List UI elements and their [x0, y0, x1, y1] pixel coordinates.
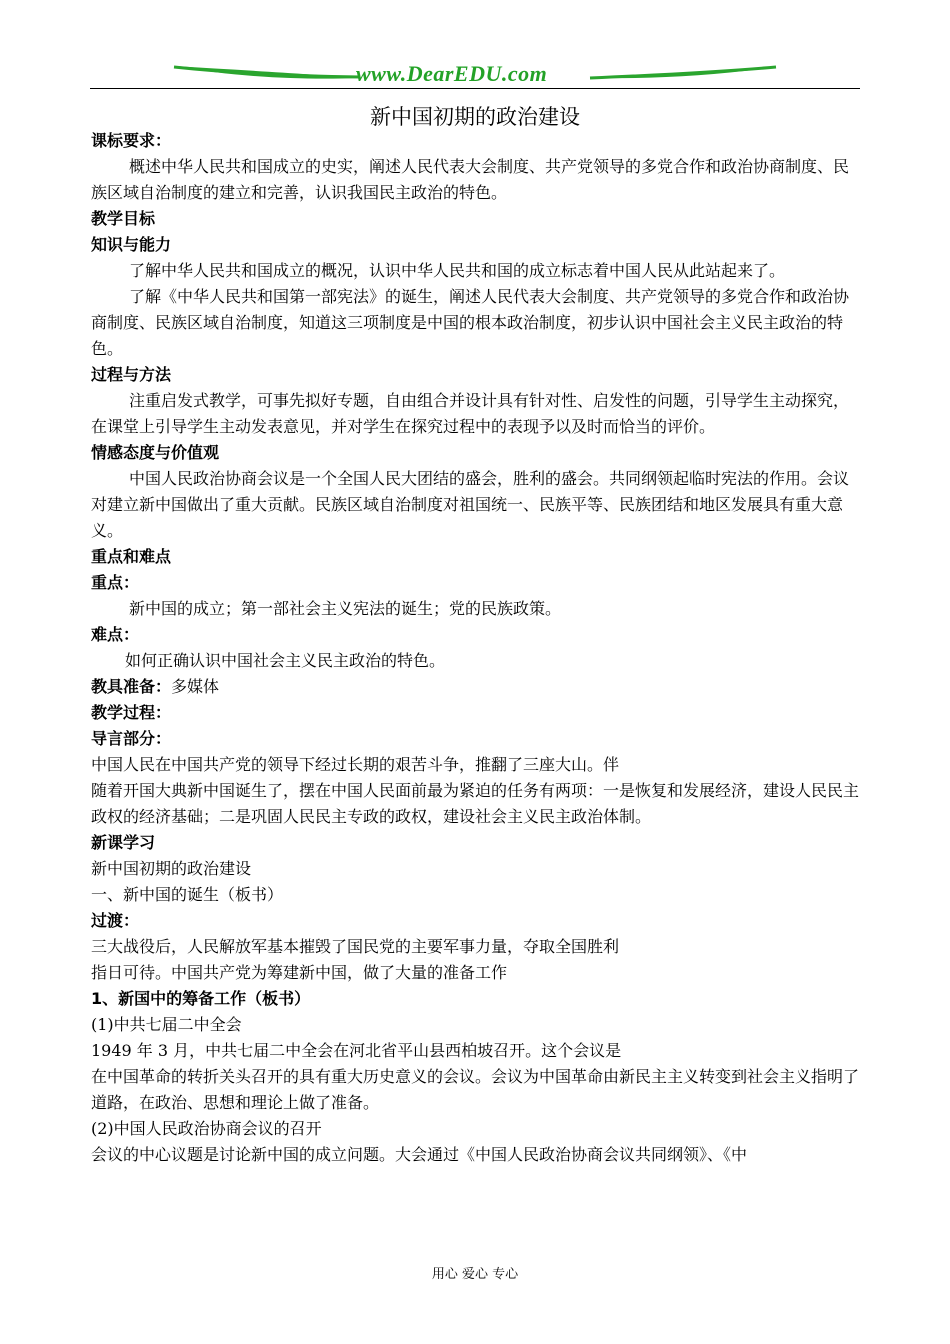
heading-intro: 导言部分：	[91, 729, 172, 748]
document-body	[91, 128, 861, 1168]
paragraph: (1)中共七届二中全会	[91, 1015, 242, 1034]
paragraph: 了解中华人民共和国成立的概况，认识中华人民共和国的成立标志着中国人民从此站起来了。	[129, 261, 786, 280]
heading-objectives: 教学目标	[91, 209, 156, 228]
page-footer: 用心 爱心 专心	[431, 1267, 519, 1282]
heading-difficulty: 难点：	[91, 625, 140, 644]
paragraph: 三大战役后，人民解放军基本摧毁了国民党的主要军事力量，夺取全国胜利	[91, 937, 620, 956]
heading-curriculum: 课标要求：	[91, 131, 172, 150]
aids-value: 多媒体	[171, 677, 220, 696]
paragraph: 在中国革命的转折关头召开的具有重大历史意义的会议。会议为中国革命由新民主主义转变到社会主义指明了道路，在政治、思想和理论上做了准备。	[91, 1067, 860, 1112]
page-title: 新中国初期的政治建设	[370, 105, 580, 129]
teaching-aids-line	[91, 674, 861, 700]
heading-focus: 重点：	[91, 573, 140, 592]
paragraph: 中国人民在中国共产党的领导下经过长期的艰苦斗争，推翻了三座大山。伴	[91, 755, 620, 774]
paragraph: 注重启发式教学，可事先拟好专题，自由组合并设计具有针对性、启发性的问题，引导学生主动探究，在课堂上引导学生主动发表意见，并对学生在探究过程中的表现予以及时而恰当的评价。	[91, 391, 850, 436]
paragraph: 新中国初期的政治建设	[91, 859, 252, 878]
heading-teaching-process: 教学过程：	[91, 703, 172, 722]
paragraph: (2)中国人民政治协商会议的召开	[91, 1119, 322, 1138]
heading-attitude: 情感态度与价值观	[91, 443, 220, 462]
paragraph: 了解《中华人民共和国第一部宪法》的诞生，阐述人民代表大会制度、共产党领导的多党合作和政治协商制度、民族区域自治制度，知道这三项制度是中国的根本政治制度，初步认识中国社会主义民主政治的特色。	[91, 287, 850, 358]
heading-key-points: 重点和难点	[91, 547, 172, 566]
heading-transition: 过渡：	[91, 911, 140, 930]
paragraph: 一、新中国的诞生（板书）	[91, 885, 284, 904]
paragraph: 会议的中心议题是讨论新中国的成立问题。大会通过《中国人民政治协商会议共同纲领》、《中	[91, 1145, 748, 1164]
heading-preparation: 1、新国中的筹备工作（板书）	[91, 989, 311, 1008]
heading-process: 过程与方法	[91, 365, 172, 384]
paragraph: 指日可待。中国共产党为筹建新中国，做了大量的准备工作	[91, 963, 508, 982]
paragraph: 新中国的成立；第一部社会主义宪法的诞生；党的民族政策。	[129, 599, 562, 618]
paragraph: 1949 年 3 月，中共七届二中全会在河北省平山县西柏坡召开。这个会议是	[91, 1041, 622, 1060]
header-divider	[90, 88, 860, 89]
paragraph: 中国人民政治协商会议是一个全国人民大团结的盛会，胜利的盛会。共同纲领起临时宪法的作用。会议对建立新中国做出了重大贡献。民族区域自治制度对祖国统一、民族平等、民族团结和地区发展具有重大意义。	[91, 469, 850, 540]
heading-new-lesson: 新课学习	[91, 833, 156, 852]
site-logo-text: www.DearEDU.com	[356, 61, 548, 86]
paragraph: 如何正确认识中国社会主义民主政治的特色。	[125, 651, 446, 670]
paragraph: 随着开国大典新中国诞生了，摆在中国人民面前最为紧迫的任务有两项：一是恢复和发展经济，建设人民民主政权的经济基础；二是巩固人民民主专政的政权，建设社会主义民主政治体制。	[91, 781, 860, 826]
heading-knowledge: 知识与能力	[91, 235, 172, 254]
paragraph: 概述中华人民共和国成立的史实，阐述人民代表大会制度、共产党领导的多党合作和政治协商制度、民族区域自治制度的建立和完善，认识我国民主政治的特色。	[91, 157, 850, 202]
heading-aids: 教具准备：	[91, 677, 172, 696]
